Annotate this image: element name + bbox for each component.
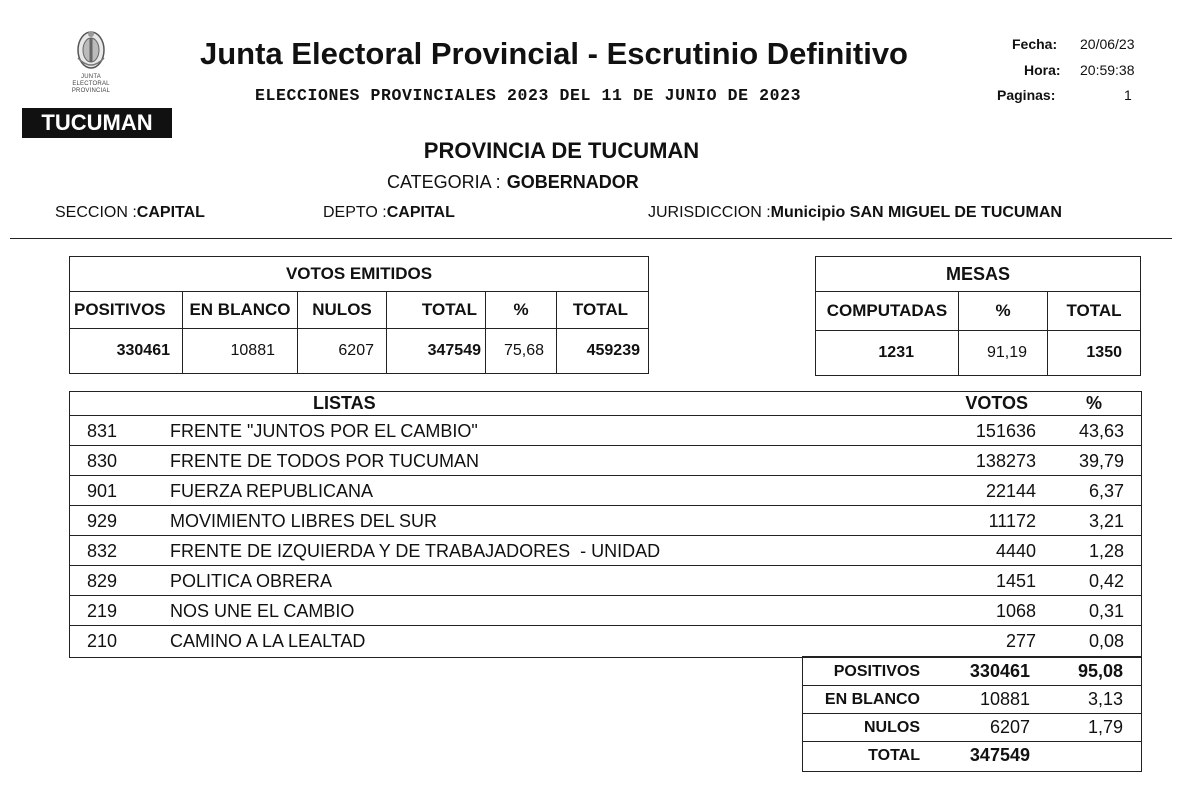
- summary-row-nulos: [803, 713, 1141, 742]
- list-item: [70, 417, 1141, 446]
- listas-table: [69, 391, 1142, 658]
- lista-number: 830: [87, 451, 118, 471]
- lista-name: FRENTE DE TODOS POR TUCUMAN: [170, 451, 480, 471]
- votos-value-nulos: 6207: [298, 329, 387, 374]
- lista-name: FRENTE DE IZQUIERDA Y DE TRABAJADORES - UNIDAD: [170, 541, 661, 561]
- mesas-header-computadas: COMPUTADAS: [816, 292, 959, 331]
- list-item: [70, 507, 1141, 536]
- lista-name: POLITICA OBRERA: [170, 571, 333, 591]
- province-heading: PROVINCIA DE TUCUMAN: [423, 138, 700, 163]
- lista-pct: 43,63: [1078, 421, 1124, 441]
- summary-value: 6207: [989, 717, 1030, 737]
- lista-votos: 151636: [975, 421, 1036, 441]
- lista-number: 829: [87, 571, 118, 591]
- lista-number: 929: [87, 511, 118, 531]
- votos-value-en-blanco: 10881: [183, 329, 298, 374]
- mesas-table: [815, 256, 1141, 376]
- votos-value-total-electores: 459239: [557, 329, 649, 374]
- jurisdiccion-label: JURISDICCION :: [648, 204, 771, 221]
- paginas-label: Paginas:: [997, 87, 1056, 103]
- mesas-value-total: 1350: [1048, 331, 1141, 376]
- summary-label: EN BLANCO: [824, 691, 920, 708]
- junta-electoral-logo: [62, 28, 120, 98]
- fecha-value: 20/06/23: [1080, 36, 1135, 52]
- seccion-label: SECCION :: [55, 204, 137, 221]
- province-badge: TUCUMAN: [22, 108, 172, 138]
- seccion-line: [55, 204, 205, 222]
- categoria-value: GOBERNADOR: [506, 172, 639, 192]
- lista-votos: 11172: [988, 511, 1036, 531]
- votos-header-en-blanco: EN BLANCO: [183, 292, 298, 329]
- listas-header-pct: %: [1085, 393, 1102, 413]
- lista-number: 831: [87, 421, 118, 441]
- listas-header-row: [70, 392, 1141, 416]
- listas-header-votos: VOTOS: [965, 393, 1028, 413]
- list-item: [70, 567, 1141, 596]
- votos-header-total-electores: TOTAL: [557, 292, 649, 329]
- lista-name: NOS UNE EL CAMBIO: [170, 601, 355, 621]
- votos-emitidos-table: [69, 256, 649, 374]
- votos-header-pct: %: [486, 292, 557, 329]
- list-item: [70, 477, 1141, 506]
- lista-pct: 1,28: [1088, 541, 1124, 561]
- hora-value: 20:59:38: [1080, 62, 1135, 78]
- list-item: [70, 447, 1141, 476]
- lista-pct: 0,31: [1088, 601, 1124, 621]
- votos-value-total: 347549: [387, 329, 486, 374]
- lista-votos: 277: [1005, 631, 1036, 651]
- summary-label: NULOS: [864, 719, 920, 736]
- page-subtitle: ELECCIONES PROVINCIALES 2023 DEL 11 DE JUNIO DE 2023: [255, 86, 802, 105]
- lista-pct: 0,42: [1088, 571, 1124, 591]
- votos-value-positivos: 330461: [70, 329, 183, 374]
- mesas-value-computadas: 1231: [816, 331, 959, 376]
- lista-votos: 22144: [985, 481, 1036, 501]
- lista-number: 219: [87, 601, 118, 621]
- lista-votos: 4440: [995, 541, 1036, 561]
- logo-caption: JUNTA ELECTORAL PROVINCIAL: [71, 74, 111, 94]
- hora-label: Hora:: [1024, 62, 1061, 78]
- jurisdiccion-value: Municipio SAN MIGUEL DE TUCUMAN: [770, 204, 1062, 221]
- summary-pct: 3,13: [1087, 689, 1123, 709]
- mesas-header-pct: %: [959, 292, 1048, 331]
- votos-header-total: TOTAL: [387, 292, 486, 329]
- shield-emblem-icon: [73, 28, 109, 74]
- summary-value: 330461: [969, 661, 1030, 681]
- lista-pct: 39,79: [1078, 451, 1124, 471]
- summary-pct: 1,79: [1087, 717, 1123, 737]
- list-item: [70, 597, 1141, 626]
- summary-row-positivos: [803, 657, 1141, 686]
- lista-pct: 0,08: [1088, 631, 1124, 651]
- mesas-header-total: TOTAL: [1048, 292, 1141, 331]
- summary-row-en-blanco: [803, 685, 1141, 714]
- lista-pct: 6,37: [1088, 481, 1124, 501]
- mesas-title: MESAS: [816, 257, 1141, 292]
- summary-row-total: [803, 741, 1141, 769]
- jurisdiccion-line: [648, 204, 1062, 222]
- lista-number: 832: [87, 541, 118, 561]
- summary-table: [802, 656, 1142, 772]
- votos-emitidos-title: VOTOS EMITIDOS: [70, 257, 649, 292]
- listas-header-listas: LISTAS: [313, 393, 376, 413]
- votos-value-pct: 75,68: [486, 329, 557, 374]
- lista-votos: 1451: [995, 571, 1036, 591]
- depto-label: DEPTO :: [323, 204, 387, 221]
- lista-votos: 138273: [975, 451, 1036, 471]
- depto-value: CAPITAL: [386, 204, 455, 221]
- categoria-line: [387, 172, 639, 193]
- page-title: Junta Electoral Provincial - Escrutinio Definitivo: [200, 36, 908, 71]
- lista-number: 901: [87, 481, 118, 501]
- lista-name: CAMINO A LA LEALTAD: [170, 631, 366, 651]
- categoria-label: CATEGORIA :: [387, 172, 501, 192]
- list-item: [70, 627, 1141, 655]
- lista-name: MOVIMIENTO LIBRES DEL SUR: [170, 511, 438, 531]
- lista-name: FUERZA REPUBLICANA: [170, 481, 374, 501]
- summary-label: TOTAL: [868, 747, 920, 764]
- depto-line: [323, 204, 455, 222]
- paginas-value: 1: [1124, 87, 1132, 103]
- lista-votos: 1068: [995, 601, 1036, 621]
- mesas-value-pct: 91,19: [959, 331, 1048, 376]
- summary-value: 347549: [969, 745, 1030, 765]
- votos-header-positivos: POSITIVOS: [70, 292, 183, 329]
- lista-number: 210: [87, 631, 118, 651]
- summary-value: 10881: [979, 689, 1030, 709]
- seccion-value: CAPITAL: [136, 204, 205, 221]
- header-divider: [10, 238, 1172, 239]
- votos-header-nulos: NULOS: [298, 292, 387, 329]
- list-item: [70, 537, 1141, 566]
- lista-name: FRENTE "JUNTOS POR EL CAMBIO": [170, 421, 478, 441]
- summary-pct: 95,08: [1077, 661, 1123, 681]
- lista-pct: 3,21: [1088, 511, 1124, 531]
- summary-label: POSITIVOS: [833, 663, 920, 680]
- fecha-label: Fecha:: [1012, 36, 1058, 52]
